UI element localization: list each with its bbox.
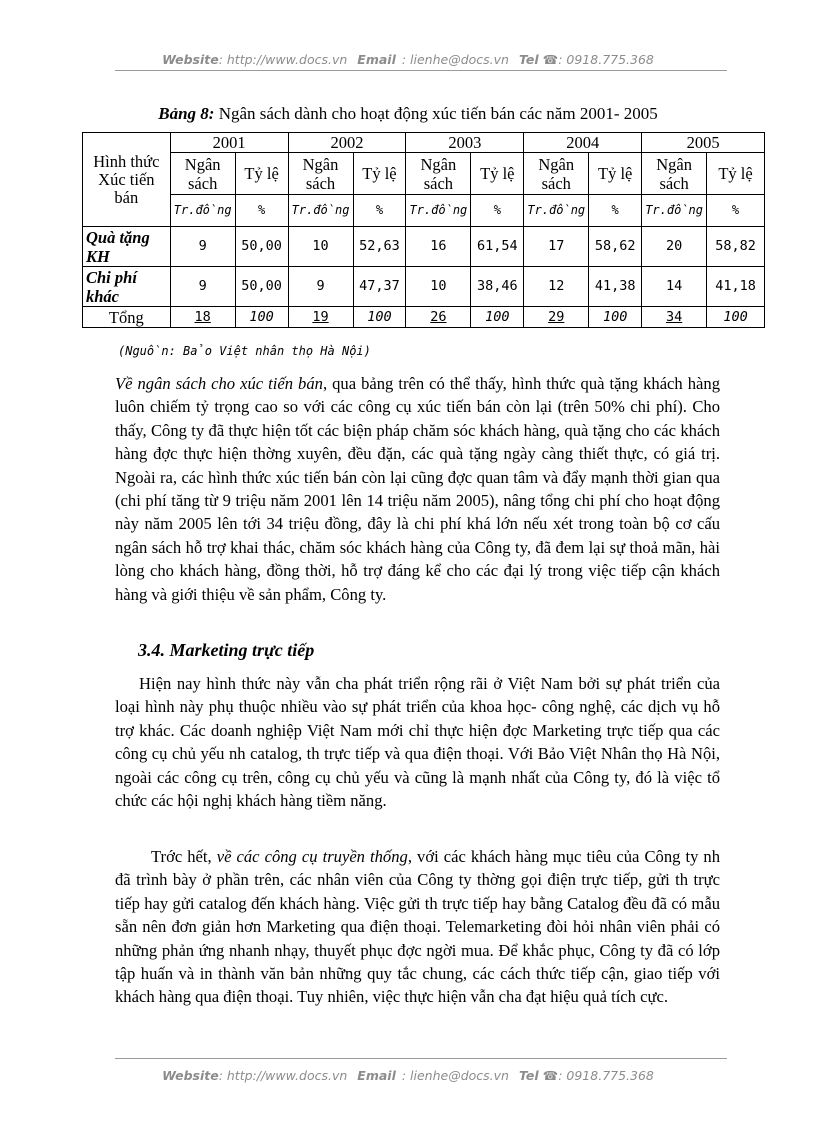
row-label: Quà tặng KH [83, 227, 171, 267]
table-cell: 16 [406, 227, 471, 267]
table-cell: 61,54 [471, 227, 524, 267]
page-header [0, 52, 816, 67]
table-cell: 26 [406, 307, 471, 328]
footer-email[interactable]: : lienhe@docs.vn [401, 1068, 509, 1083]
year-header: 2002 [288, 133, 406, 153]
col-ratio-header: Tỷ lệ [589, 153, 642, 195]
table-row [83, 227, 765, 267]
table-cell: 100 [353, 307, 406, 328]
table-cell: 58,62 [589, 227, 642, 267]
header-tel-label: Tel [518, 52, 539, 67]
phone-icon: ☎ [542, 52, 559, 67]
year-header-row [83, 133, 765, 153]
header-website[interactable]: : http://www.docs.vn [218, 52, 348, 67]
col-ratio-header: Tỷ lệ [707, 153, 765, 195]
col-budget-header: Ngân sách [406, 153, 471, 195]
paragraph-lead: Về ngân sách cho xúc tiến bán [115, 374, 323, 393]
row-label: Tổng [83, 307, 171, 328]
table-cell: 52,63 [353, 227, 406, 267]
table-cell: 10 [406, 267, 471, 307]
header-tel: : 0918.775.368 [558, 52, 654, 67]
table-cell: 19 [288, 307, 353, 328]
table-cell: 12 [524, 267, 589, 307]
paragraph-lead: về các công cụ truyền thống [216, 847, 408, 866]
caption-prefix: Bảng 8: [158, 104, 215, 123]
footer-tel: : 0918.775.368 [558, 1068, 654, 1083]
table-cell: 10 [288, 227, 353, 267]
table-cell: 9 [170, 227, 235, 267]
year-header: 2003 [406, 133, 524, 153]
table-cell: 14 [642, 267, 707, 307]
table-cell: 18 [170, 307, 235, 328]
corner-label: Hình thức Xúc tiến bán [83, 133, 171, 227]
table-cell: 100 [589, 307, 642, 328]
col-ratio-header: Tỷ lệ [471, 153, 524, 195]
year-header: 2004 [524, 133, 642, 153]
table-cell: 100 [235, 307, 288, 328]
table-cell: 58,82 [707, 227, 765, 267]
table-cell: 38,46 [471, 267, 524, 307]
footer-rule [115, 1058, 727, 1059]
unit-budget: Tr.đồng [170, 195, 235, 227]
paragraph-text: , qua bảng trên có thể thấy, hình thức quà tặng khách hàng luôn chiếm tỷ trọng cao so với các công cụ xúc tiến bán còn lại (trên 50% chi phí). Cho thấy, Công ty đã thực hiện tốt các biện pháp chăm sóc khách hàng, quà tặng cho các khách hàng đợc thực hiện thờng xuyên, đều đặn, các quà tặng ngày càng thiết thực, có giá trị. Ngoài ra, các hình thức xúc tiến bán còn lại cũng đợc quan tâm và đẩy mạnh thời gian qua (chi phí tăng từ 9 triệu năm 2001 lên 14 triệu năm 2005), nâng tổng chi phí cho hoạt động này năm 2005 lên tới 34 triệu đồng, đây là chi phí khá lớn nếu xét trong toàn bộ cơ cấu ngân sách hỗ trợ khai thác, chăm sóc khách hàng của Công ty, đã đem lại sự thoả mãn, hài lòng cho khách hàng, đồng thời, hỗ trợ đáng kể cho các đại lý trong việc tiếp cận khách hàng và giới thiệu về sản phẩm, Công ty. [115, 374, 720, 604]
section-heading: 3.4. Marketing trực tiếp [138, 640, 315, 660]
unit-ratio: % [353, 195, 406, 227]
header-email-label: Email [357, 52, 396, 67]
header-website-label: Website [162, 52, 219, 67]
footer-website-label: Website [162, 1068, 219, 1083]
unit-ratio: % [707, 195, 765, 227]
table-cell: 9 [170, 267, 235, 307]
paragraph-direct-marketing: Hiện nay hình thức này vẫn cha phát triển rộng rãi ở Việt Nam bởi sự phát triển của loại hình này phụ thuộc nhiều vào sự phát triển của khoa học- công nghệ, các dịch vụ hỗ trợ khác. Các doanh nghiệp Việt Nam mới chỉ thực hiện đợc Marketing trực tiếp qua các công cụ chủ yếu nh catalog, th trực tiếp và qua điện thoại. Với Bảo Việt Nhân thọ Hà Nội, ngoài các công cụ trên, công cụ chủ yếu và cũng là mạnh nhất của Công ty, đó là việc tổ chức các hội nghị khách hàng tiềm năng. [115, 674, 720, 811]
table-cell: 41,18 [707, 267, 765, 307]
paragraph-text: , với các khách hàng mục tiêu của Công ty nh đã trình bày ở phần trên, các nhân viên của Công ty thờng gọi điện trực tiếp, gửi th trực tiếp hay gửi catalog đến khách hàng. Việc gửi th trực tiếp hay bằng Catalog đều đã có mẫu sẵn nên đơn giản hơn Marketing qua điện thoại. Telemarketing đòi hỏi nhân viên phải có những phản ứng nhanh nhạy, thuyết phục đợc ngời mua. Để khắc phục, Công ty đã có lớp tập huấn và in thành văn bản những quy tắc chung, các cách thức tiếp cận, giao tiếp với khách hàng qua điện thoại. Tuy nhiên, việc thực hiện vẫn cha đạt hiệu quả tích cực. [115, 847, 721, 1007]
unit-budget: Tr.đồng [406, 195, 471, 227]
unit-ratio: % [589, 195, 642, 227]
footer-email-label: Email [357, 1068, 396, 1083]
unit-budget: Tr.đồng [642, 195, 707, 227]
table-cell: 34 [642, 307, 707, 328]
col-ratio-header: Tỷ lệ [353, 153, 406, 195]
paragraph-start: Trớc hết, [151, 847, 217, 866]
table-cell: 47,37 [353, 267, 406, 307]
col-budget-header: Ngân sách [288, 153, 353, 195]
table-cell: 9 [288, 267, 353, 307]
year-header: 2001 [170, 133, 288, 153]
header-email[interactable]: : lienhe@docs.vn [401, 52, 509, 67]
header-rule [115, 70, 727, 71]
unit-row [83, 195, 765, 227]
footer-website[interactable]: : http://www.docs.vn [218, 1068, 348, 1083]
paragraph-traditional-tools [115, 845, 720, 1009]
table-cell: 50,00 [235, 227, 288, 267]
unit-budget: Tr.đồng [288, 195, 353, 227]
unit-ratio: % [471, 195, 524, 227]
footer-tel-label: Tel [518, 1068, 539, 1083]
unit-ratio: % [235, 195, 288, 227]
phone-icon: ☎ [542, 1068, 559, 1083]
col-budget-header: Ngân sách [642, 153, 707, 195]
table-row [83, 267, 765, 307]
table-caption [0, 104, 816, 124]
total-row [83, 307, 765, 328]
table-cell: 17 [524, 227, 589, 267]
caption-text: Ngân sách dành cho hoạt động xúc tiến bán các năm 2001- 2005 [214, 104, 658, 123]
table-cell: 100 [471, 307, 524, 328]
table-source: (Nguồn: Bảo Việt nhân thọ Hà Nội) [118, 344, 371, 358]
table-cell: 29 [524, 307, 589, 328]
table-cell: 100 [707, 307, 765, 328]
year-header: 2005 [642, 133, 765, 153]
col-budget-header: Ngân sách [524, 153, 589, 195]
table-cell: 41,38 [589, 267, 642, 307]
col-ratio-header: Tỷ lệ [235, 153, 288, 195]
column-header-row [83, 153, 765, 195]
unit-budget: Tr.đồng [524, 195, 589, 227]
budget-table [82, 132, 765, 328]
page-footer [0, 1068, 816, 1083]
paragraph-budget [115, 372, 720, 606]
row-label: Chi phí khác [83, 267, 171, 307]
col-budget-header: Ngân sách [170, 153, 235, 195]
table-cell: 50,00 [235, 267, 288, 307]
table-cell: 20 [642, 227, 707, 267]
